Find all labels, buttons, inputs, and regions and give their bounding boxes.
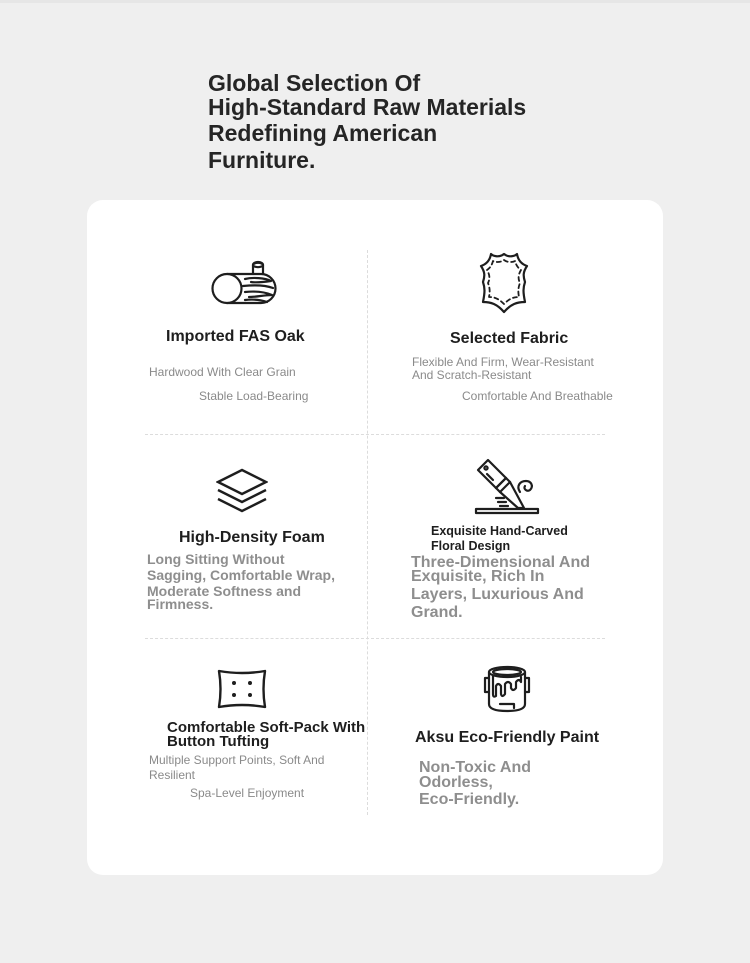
top-border (0, 0, 750, 3)
headline-line: High-Standard Raw Materials (208, 94, 527, 120)
vertical-divider (367, 250, 368, 815)
feature-title: Selected Fabric (450, 330, 569, 347)
leather-hide-icon (477, 252, 531, 314)
headline-line: Furniture. (208, 147, 316, 173)
page-headline (208, 72, 568, 174)
feature-description (419, 760, 531, 808)
feature-title (431, 524, 568, 554)
carving-knife-icon (474, 456, 540, 516)
paint-bucket-icon (482, 664, 532, 714)
feature-title: Aksu Eco-Friendly Paint (415, 729, 600, 746)
feature-title: High-Density Foam (179, 529, 325, 546)
description-line: Odorless, (419, 774, 493, 791)
feature-description: Spa-Level Enjoyment (190, 786, 305, 800)
headline-line: Redefining American (208, 120, 438, 146)
description-line: Sagging, Comfortable Wrap, (147, 567, 335, 583)
description-line: Layers, Luxurious And (411, 586, 584, 603)
feature-description (147, 552, 335, 612)
feature-title: Imported FAS Oak (166, 328, 305, 345)
title-line: Exquisite Hand-Carved (431, 524, 568, 538)
feature-description (149, 753, 324, 783)
description-line: Resilient (149, 768, 196, 782)
description-line: Firmness. (147, 596, 214, 612)
description-line: Exquisite, Rich In (411, 568, 545, 585)
feature-description (412, 356, 594, 382)
description-line: Multiple Support Points, Soft And (149, 753, 325, 767)
description-line: Eco-Friendly. (419, 791, 520, 808)
description-line: Moderate Softness and (147, 583, 302, 599)
feature-description: Stable Load-Bearing (199, 389, 309, 403)
feature-description: Hardwood With Clear Grain (149, 365, 296, 379)
log-icon (209, 258, 277, 308)
title-line: Floral Design (431, 539, 511, 553)
description-line: Non-Toxic And (419, 759, 531, 776)
feature-title (167, 721, 365, 749)
title-line: Comfortable Soft-Pack With (167, 719, 366, 736)
description-line: Three-Dimensional And (411, 554, 590, 571)
feature-description: Comfortable And Breathable (462, 389, 613, 403)
headline-line: Global Selection Of (208, 70, 421, 96)
title-line: Button Tufting (167, 733, 270, 750)
horizontal-divider (145, 434, 605, 435)
horizontal-divider (145, 638, 605, 639)
description-line: Flexible And Firm, Wear-Resistant (412, 355, 594, 369)
description-line: Grand. (411, 604, 463, 621)
description-line: And Scratch-Resistant (412, 368, 532, 382)
description-line: Long Sitting Without (147, 551, 285, 567)
feature-description (411, 555, 590, 621)
tufted-cushion-icon (215, 668, 269, 710)
layers-icon (216, 468, 268, 514)
